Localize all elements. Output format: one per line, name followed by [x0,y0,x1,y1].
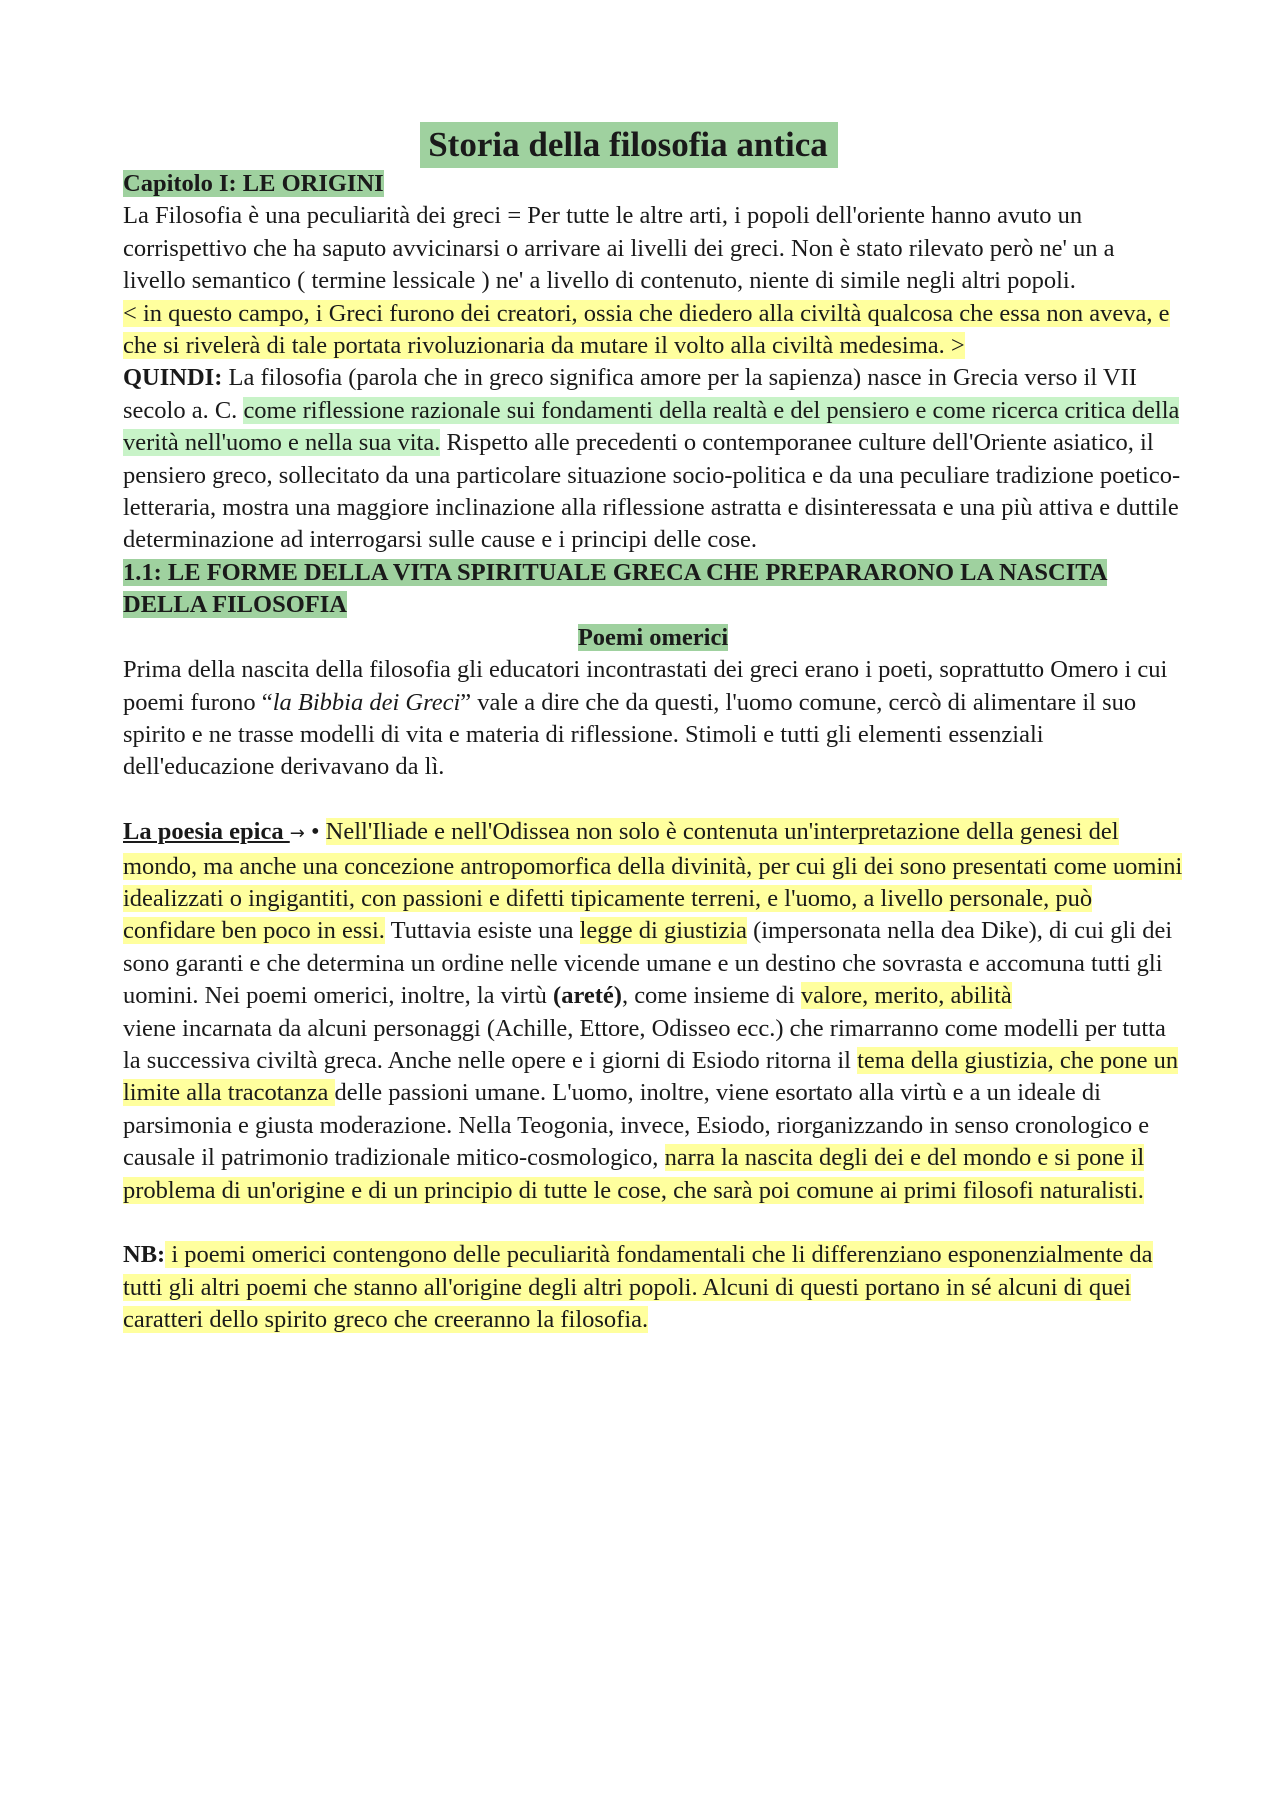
quindi-highlight: come riflessione razionale sui fondamenti della realtà e del pensiero e come ricerca critica della verità nell'uomo e nella sua vita. [123,396,1180,457]
intro-quote: < in questo campo, i Greci furono dei creatori, ossia che diedero alla civiltà qualcosa che essa non aveva, e che si rivelerà di tale portata rivoluzionaria da mutare il volto alla civiltà medesima. > [123,299,1170,360]
epica-arete: (areté) [553,982,622,1010]
document-title: Storia della filosofia antica [420,122,838,168]
title-row [123,122,1183,168]
quindi-label: QUINDI: [123,364,223,392]
epica-highlight-4: tema della giustizia, che pone un limite alla tracotanza [123,1046,1179,1107]
quindi-paragraph [123,362,1183,556]
poemi-italic: la Bibbia dei Greci [272,688,461,716]
document-page [123,122,1183,1337]
epica-highlight-1: Nell'Iliade e nell'Odissea non solo è contenuta un'interpretazione della genesi del mondo, ma anche una concezione antropomorfica della divinità, per cui gli dei sono presentati come uomini idealizzati o ingigantiti, con passioni e difetti tipicamente terreni, e l'uomo, a livello personale, può confidare ben poco in essi. [123,818,1183,945]
spacer [123,784,1183,816]
quindi-text-1: La filosofia (parola che in greco significa amore per la sapienza) nasce in Grecia verso il VII secolo a. C. [123,364,1137,424]
epica-text-2: (impersonata nella dea Dike), di cui gli dei sono garanti e che determina un ordine nelle vicende umane e un destino che sovrasta e accomuna tutti gli uomini. Nei poemi omerici, inoltre, la virtù [123,917,1173,1010]
nb-highlight: i poemi omerici contengono delle peculiarità fondamentali che li differenziano esponenzialmente da tutti gli altri poemi che stanno all'origine degli altri popoli. Alcuni di questi portano in sé alcuni di quei caratteri dello spirito greco che creeranno la filosofia. [123,1241,1153,1334]
epica-highlight-2: legge di giustizia [579,917,747,945]
chapter-heading: Capitolo I: LE ORIGINI [123,170,384,197]
chapter-heading-row [123,168,1183,200]
epica-label: La poesia epica [123,818,290,846]
poemi-paragraph [123,654,1183,784]
section-heading-row [123,557,1183,622]
section-heading: 1.1: LE FORME DELLA VITA SPIRITUALE GRECA CHE PREPARARONO LA NASCITA DELLA FILOSOFIA [123,558,1108,619]
nb-label: NB: [123,1241,166,1269]
epica-text-3: , come insieme di [621,982,801,1010]
subheading-poemi-omerici: Poemi omerici [577,623,729,651]
arrow-right-icon: → [289,823,305,845]
nb-paragraph [123,1239,1183,1336]
epica-highlight-3: valore, merito, abilità [800,982,1012,1010]
intro-quote-paragraph [123,298,1183,363]
epica-paragraph [123,816,1183,1207]
quindi-text-2: Rispetto alle precedenti o contemporanee culture dell'Oriente asiatico, il pensiero greco, sollecitato da una particolare situazione socio-politica e da una peculiare tradizione poetico-letteraria, mostra una maggiore inclinazione alla riflessione astratta e disinteressata e una più attiva e duttile determinazione ad interrogarsi sulle cause e i principi delle cose. [123,429,1181,554]
epica-highlight-5: narra la nascita degli dei e del mondo e si pone il problema di un'origine e di un principio di tutte le cose, che sarà poi comune ai primi filosofi naturalisti. [123,1144,1145,1204]
epica-text-1: Tuttavia esiste una [384,917,580,945]
epica-text-5: delle passioni umane. L'uomo, inoltre, viene esortato alla virtù e a un ideale di parsimonia e giusta moderazione. Nella Teogonia, invece, Esiodo, riorganizzando in senso cronologico e causale il patrimonio tradizionale mitico-cosmologico, [123,1079,1150,1172]
spacer [123,1207,1183,1239]
epica-text-4: viene incarnata da alcuni personaggi (Achille, Ettore, Odisseo ecc.) che rimarranno come modelli per tutta la successiva civiltà greca. Anche nelle opere e i giorni di Esiodo ritorna il [123,1014,1166,1074]
intro-paragraph: La Filosofia è una peculiarità dei greci = Per tutte le altre arti, i popoli dell'oriente hanno avuto un corrispettivo che ha saputo avvicinarsi o arrivare ai livelli dei greci. Non è stato rilevato però ne' un a livello semantico ( termine lessicale ) ne' a livello di contenuto, niente di simile negli altri popoli. [123,202,1115,295]
poemi-text-2: ” vale a dire che da questi, l'uomo comune, cercò di alimentare il suo spirito e ne trasse modelli di vita e materia di riflessione. Stimoli e tutti gli elementi essenziali dell'educazione derivavano da lì. [123,688,1137,781]
bullet-icon: • [310,818,320,846]
subheading-row [123,622,1183,654]
poemi-text-1: Prima della nascita della filosofia gli educatori incontrastati dei greci erano i poeti, soprattutto Omero i cui poemi furono “ [123,656,1168,716]
